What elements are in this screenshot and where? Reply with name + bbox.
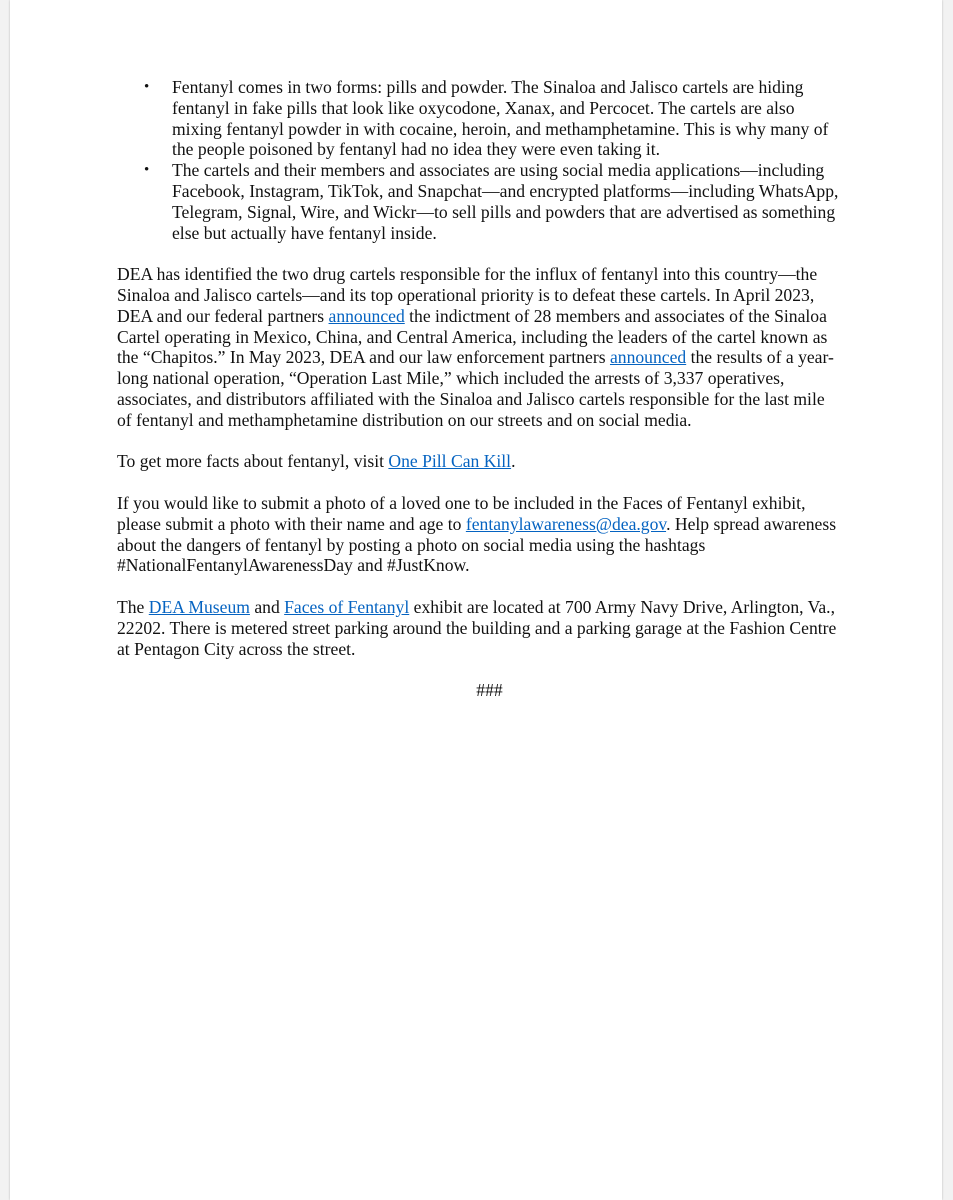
document-body [117,77,842,701]
end-mark: ### [476,680,503,701]
email-link[interactable]: fentanylawareness@dea.gov [465,513,667,534]
document-page [10,0,942,1200]
paragraph-text: The [117,596,149,617]
paragraph-text: the results of a year-long national operation, “Operation Last Mile,” which included the arrests of 3,337 operatives, associates, and distributors affiliated with the Sinaloa and Jalisco cartels responsible for the last mile of fentanyl and methamphetamine distribution on our streets and on social media. [117,347,834,430]
location-paragraph [117,597,842,659]
paragraph-text: and [249,596,285,617]
paragraph-text: DEA has identified the two drug cartels responsible for the influx of fentanyl into this country—the Sinaloa and Jalisco cartels—and its top operational priority is to defeat these cartels. In April 2023, DEA and our federal partners [117,264,818,326]
bullet-text: Fentanyl comes in two forms: pills and powder. The Sinaloa and Jalisco cartels are hiding fentanyl in fake pills that look like oxycodone, Xanax, and Percocet. The cartels are also mixing fentanyl powder in with cocaine, heroin, and methamphetamine. This is why many of the people poisoned by fentanyl had no idea they were even taking it. [172,77,829,160]
announced-operation-link[interactable]: announced [609,347,687,368]
facts-paragraph [117,451,842,472]
announced-indictment-link[interactable]: announced [328,305,405,326]
faces-of-fentanyl-link[interactable]: Faces of Fentanyl [284,596,410,617]
list-item [144,77,842,160]
bullet-icon: • [144,162,150,179]
cartels-paragraph [117,264,842,430]
paragraph-text: . Help spread awareness about the dangers of fentanyl by posting a photo on social media using the hashtags #NationalFentanylAwarenessDay and #JustKnow. [117,513,837,576]
paragraph-text: To get more facts about fentanyl, visit [117,451,389,472]
dea-museum-link[interactable]: DEA Museum [148,596,250,617]
paragraph-text: exhibit are located at 700 Army Navy Drive, Arlington, Va., 22202. There is metered street parking around the building and a parking garage at the Fashion Centre at Pentagon City across the street. [117,596,837,659]
paragraph-text: the indictment of 28 members and associates of the Sinaloa Cartel operating in Mexico, China, and Central America, including the leaders of the cartel known as the “Chapitos.” In May 2023, DEA and our law enforcement partners [117,305,828,368]
paragraph-text: . [511,451,516,472]
one-pill-can-kill-link[interactable]: One Pill Can Kill [388,451,512,472]
list-item [144,160,842,243]
bullet-icon: • [144,79,150,95]
submit-photo-paragraph [117,493,842,576]
paragraph-text: If you would like to submit a photo of a loved one to be included in the Faces of Fentanyl exhibit, please submit a photo with their name and age to [117,492,806,534]
bullet-text: The cartels and their members and associates are using social media applications—including Facebook, Instagram, TikTok, and Snapchat—and encrypted platforms—including WhatsApp, Telegram, Signal, Wire, and Wickr—to sell pills and powders that are advertised as something else but actually have fentanyl inside. [172,160,839,243]
bullet-list [117,77,842,243]
